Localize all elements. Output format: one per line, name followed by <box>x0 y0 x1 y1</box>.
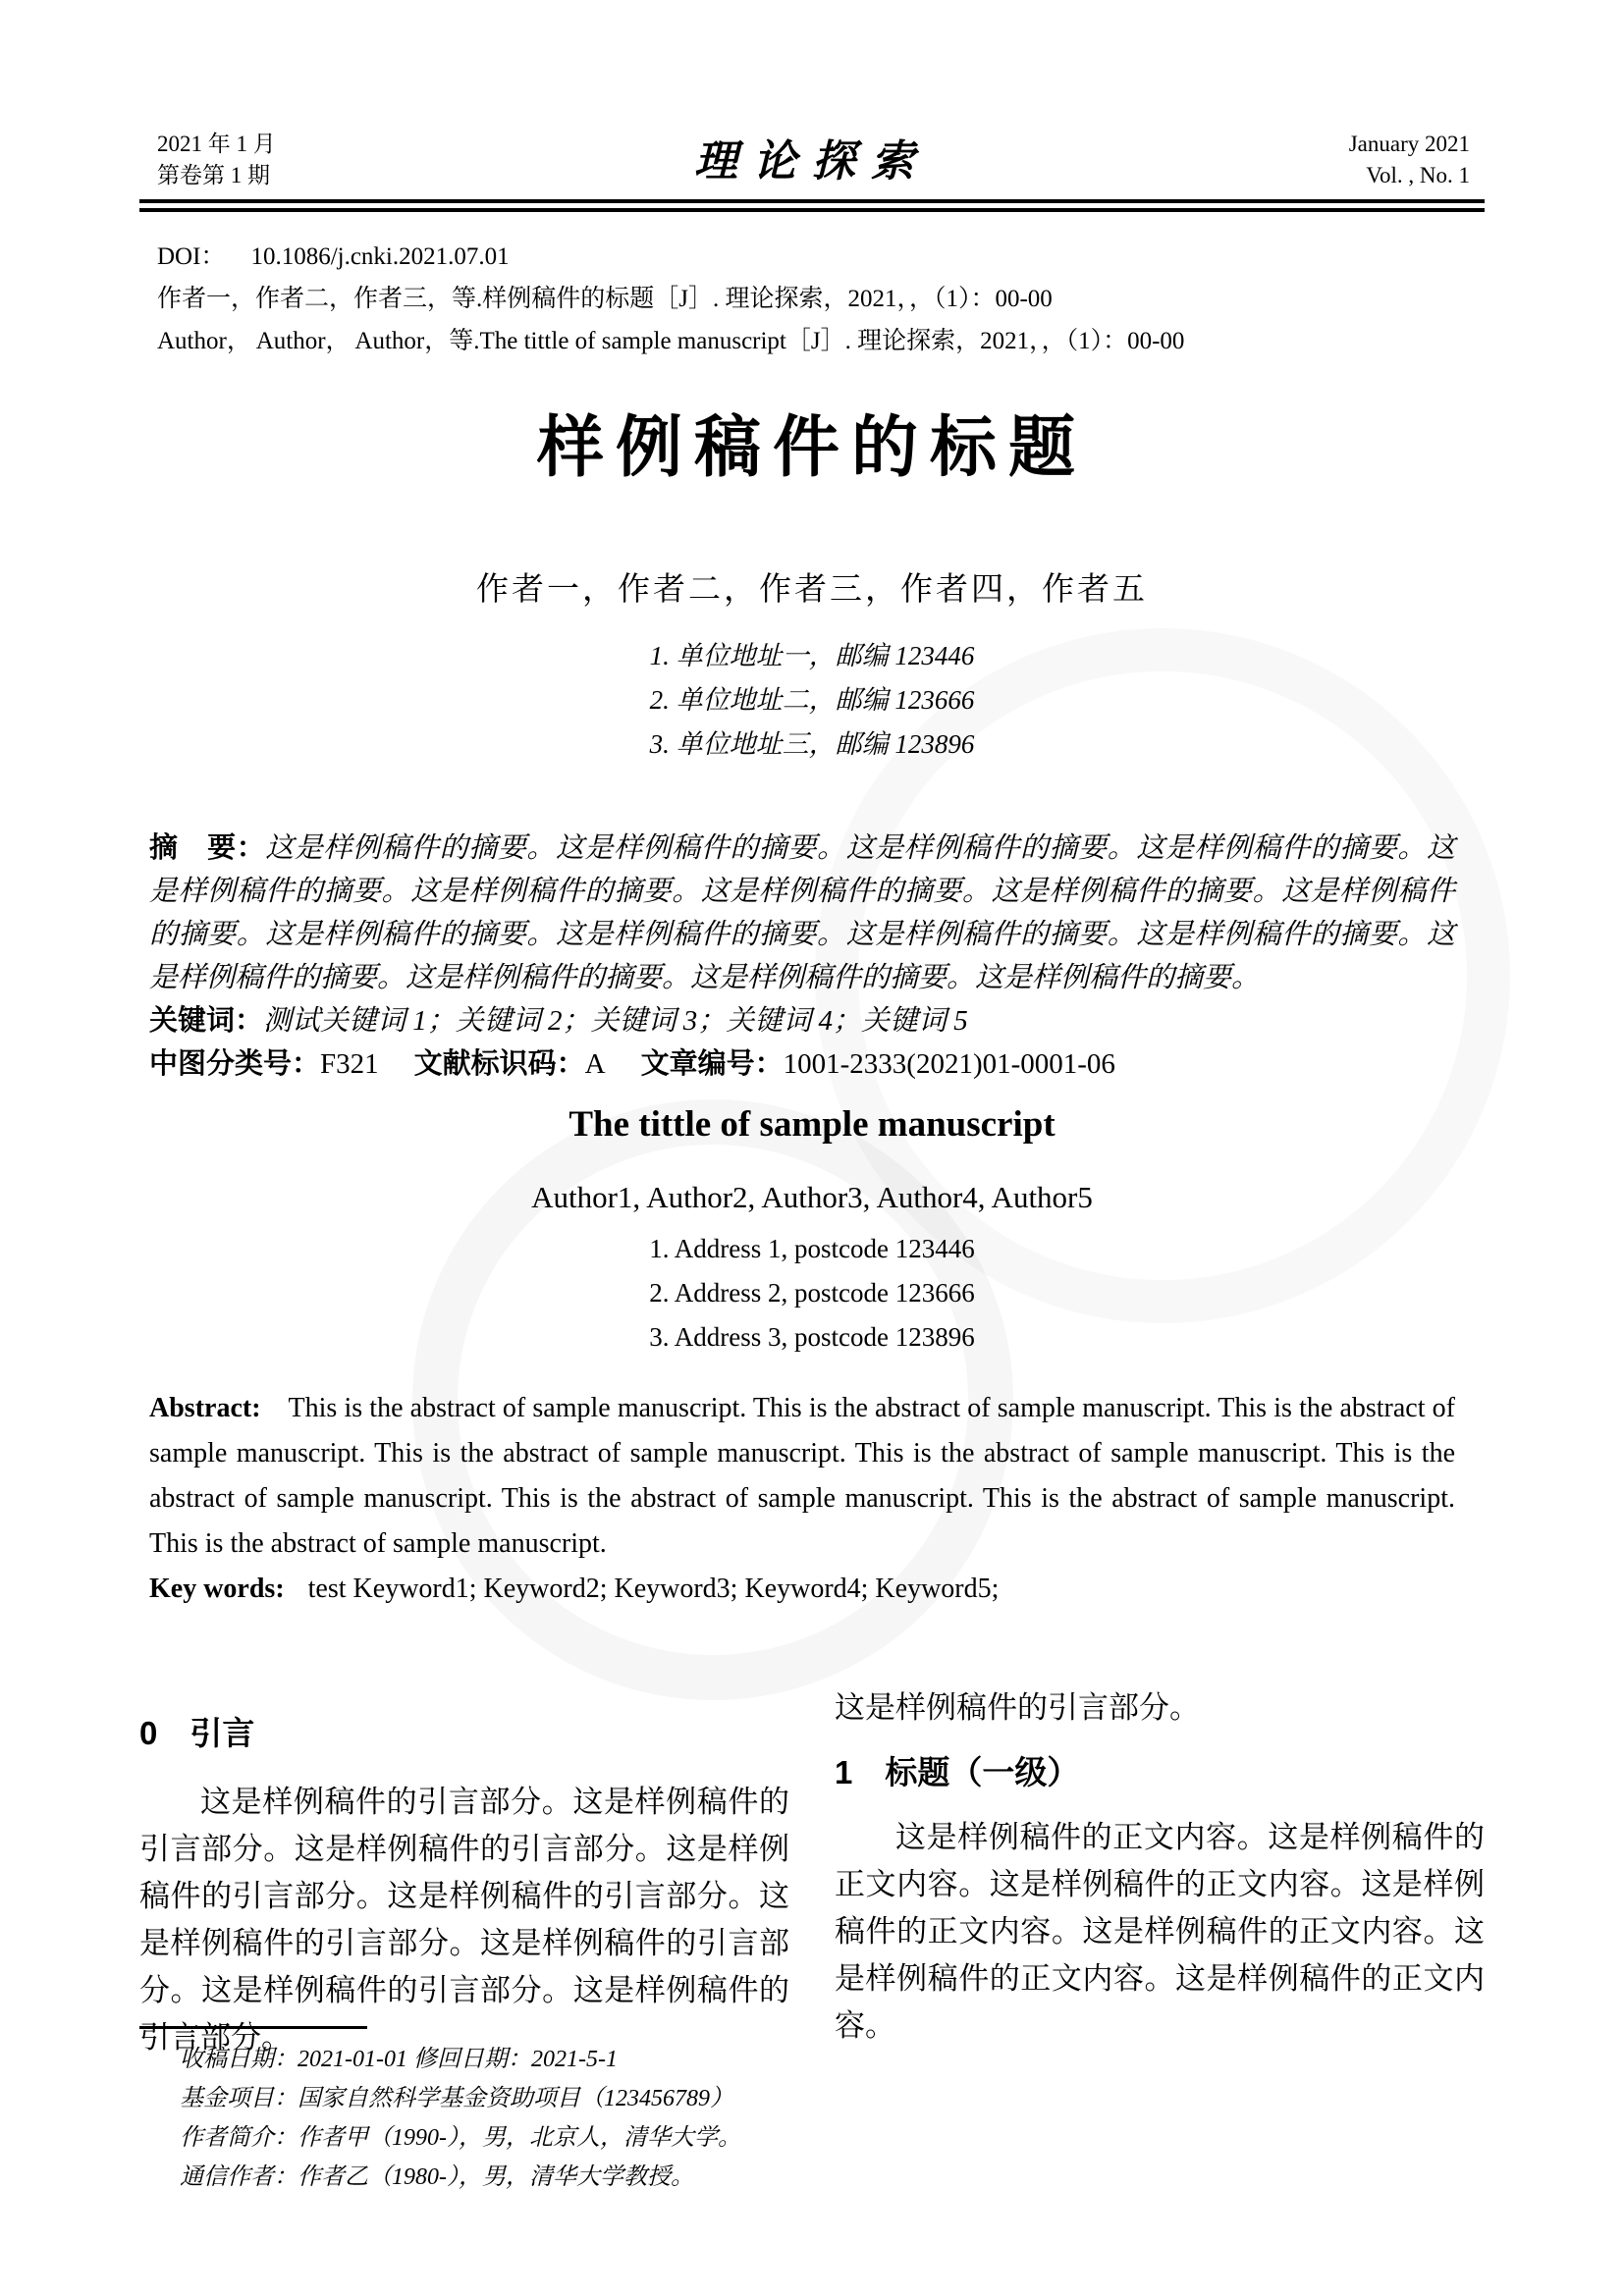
abstract-en <box>149 1386 1455 1567</box>
doc-code-label: 文献标识码： <box>413 1048 585 1080</box>
header-issue-en <box>1349 129 1470 191</box>
article-id-value: 1001-2333(2021)01-0001-06 <box>783 1048 1115 1080</box>
keywords-label-cn: 关键词： <box>149 1005 264 1037</box>
abstract-block-cn <box>149 827 1455 1086</box>
footnote-author-bio: 作者简介：作者甲（1990-），男，北京人，清华大学。 <box>180 2125 741 2151</box>
header-date-cn: 2021 年 1 月 <box>157 132 276 156</box>
clc-label: 中图分类号： <box>149 1048 321 1080</box>
body-column-left <box>139 1684 789 2061</box>
section-heading-1: 1 标题（一级） <box>835 1754 1080 1790</box>
article-title-cn: 样例稿件的标题 <box>536 410 1087 485</box>
citation-cn: 作者一，作者二，作者三，等.样例稿件的标题［J］. 理论探索，2021，，（1）：00-00 <box>157 286 1053 312</box>
keywords-text-cn: 测试关键词 1；关键词 2；关键词 3；关键词 4；关键词 5 <box>263 1005 968 1037</box>
body-column-right <box>835 1684 1485 2050</box>
affiliations-en <box>0 1227 1624 1360</box>
classification-line <box>149 1042 1455 1086</box>
abstract-cn <box>149 827 1455 999</box>
abstract-block-en <box>149 1386 1455 1612</box>
article-title-en: The tittle of sample manuscript <box>568 1104 1056 1145</box>
keywords-cn <box>149 999 1455 1042</box>
keywords-label-en: Key words: <box>149 1574 285 1604</box>
footnote-corresponding-author: 通信作者：作者乙（1980-），男，清华大学教授。 <box>180 2164 694 2190</box>
abstract-text-en: This is the abstract of sample manuscript. This is the abstract of sample manuscript. This is the abstract of sample manuscript. This is the abstract of sample manuscript. This is the abstract of sample manuscript. This is the abstract of sample manuscript. This is the abstract of sample manuscript. This is the abstract of sample manuscript. This is the abstract of sample manuscript. <box>149 1393 1455 1559</box>
affiliation-en: 1. Address 1, postcode 123446 <box>649 1234 975 1263</box>
abstract-label-en: Abstract: <box>149 1393 261 1423</box>
citation-en: Author， Author， Author，等.The tittle of sample manuscript［J］. 理论探索，2021，，（1）：00-00 <box>157 328 1185 354</box>
section-heading-0: 0 引言 <box>139 1715 255 1751</box>
header-volume-cn: 第卷第 1 期 <box>157 163 270 187</box>
affiliation-cn: 2. 单位地址二，邮编 123666 <box>649 685 975 715</box>
clc-value: F321 <box>320 1048 379 1080</box>
affiliation-en: 3. Address 3, postcode 123896 <box>649 1322 975 1352</box>
doi-value: 10.1086/j.cnki.2021.07.01 <box>250 243 510 270</box>
intro-paragraph: 这是样例稿件的引言部分。这是样例稿件的引言部分。这是样例稿件的引言部分。这是样例稿件的引言部分。这是样例稿件的引言部分。这是样例稿件的引言部分。这是样例稿件的引言部分。这是样例稿件的引言部分。这是样例稿件的引言部分。 <box>139 1785 789 2055</box>
header-date-en: January 2021 <box>1348 132 1470 156</box>
authors-en: Author1, Author2, Author3, Author4, Author5 <box>531 1180 1093 1214</box>
affiliation-en: 2. Address 2, postcode 123666 <box>649 1278 975 1308</box>
article-id-label: 文章编号： <box>640 1048 784 1080</box>
header-divider <box>139 199 1485 212</box>
doc-code-value: A <box>584 1048 606 1080</box>
journal-name: 理论探索 <box>694 137 930 186</box>
footnote-received-date: 收稿日期：2021-01-01 修回日期：2021-5-1 <box>180 2047 618 2072</box>
abstract-label-cn: 摘 要： <box>149 832 266 864</box>
affiliation-cn: 1. 单位地址一，邮编 123446 <box>649 641 975 670</box>
keywords-en <box>149 1567 1455 1612</box>
footnote-block <box>180 2040 741 2197</box>
header-volume-en: Vol. , No. 1 <box>1366 163 1470 187</box>
meta-block <box>157 236 1184 362</box>
affiliation-cn: 3. 单位地址三，邮编 123896 <box>649 729 975 759</box>
footnote-fund-project: 基金项目：国家自然科学基金资助项目（123456789） <box>180 2086 733 2111</box>
doi-line <box>157 236 1184 278</box>
authors-cn: 作者一，作者二，作者三，作者四，作者五 <box>476 572 1148 608</box>
keywords-text-en: test Keyword1; Keyword2; Keyword3; Keyword4; Keyword5; <box>307 1574 1000 1604</box>
affiliations-cn <box>0 634 1624 767</box>
abstract-text-cn: 这是样例稿件的摘要。这是样例稿件的摘要。这是样例稿件的摘要。这是样例稿件的摘要。这是样例稿件的摘要。这是样例稿件的摘要。这是样例稿件的摘要。这是样例稿件的摘要。这是样例稿件的摘要。这是样例稿件的摘要。这是样例稿件的摘要。这是样例稿件的摘要。这是样例稿件的摘要。这是样例稿件的摘要。这是样例稿件的摘要。这是样例稿件的摘要。这是样例稿件的摘要。 <box>149 832 1455 993</box>
doi-label: DOI： <box>157 243 226 270</box>
body-paragraph: 这是样例稿件的正文内容。这是样例稿件的正文内容。这是样例稿件的正文内容。这是样例稿件的正文内容。这是样例稿件的正文内容。这是样例稿件的正文内容。这是样例稿件的正文内容。 <box>835 1820 1485 2043</box>
footnote-divider <box>139 2026 367 2029</box>
intro-paragraph-continuation: 这是样例稿件的引言部分。 <box>835 1690 1200 1725</box>
